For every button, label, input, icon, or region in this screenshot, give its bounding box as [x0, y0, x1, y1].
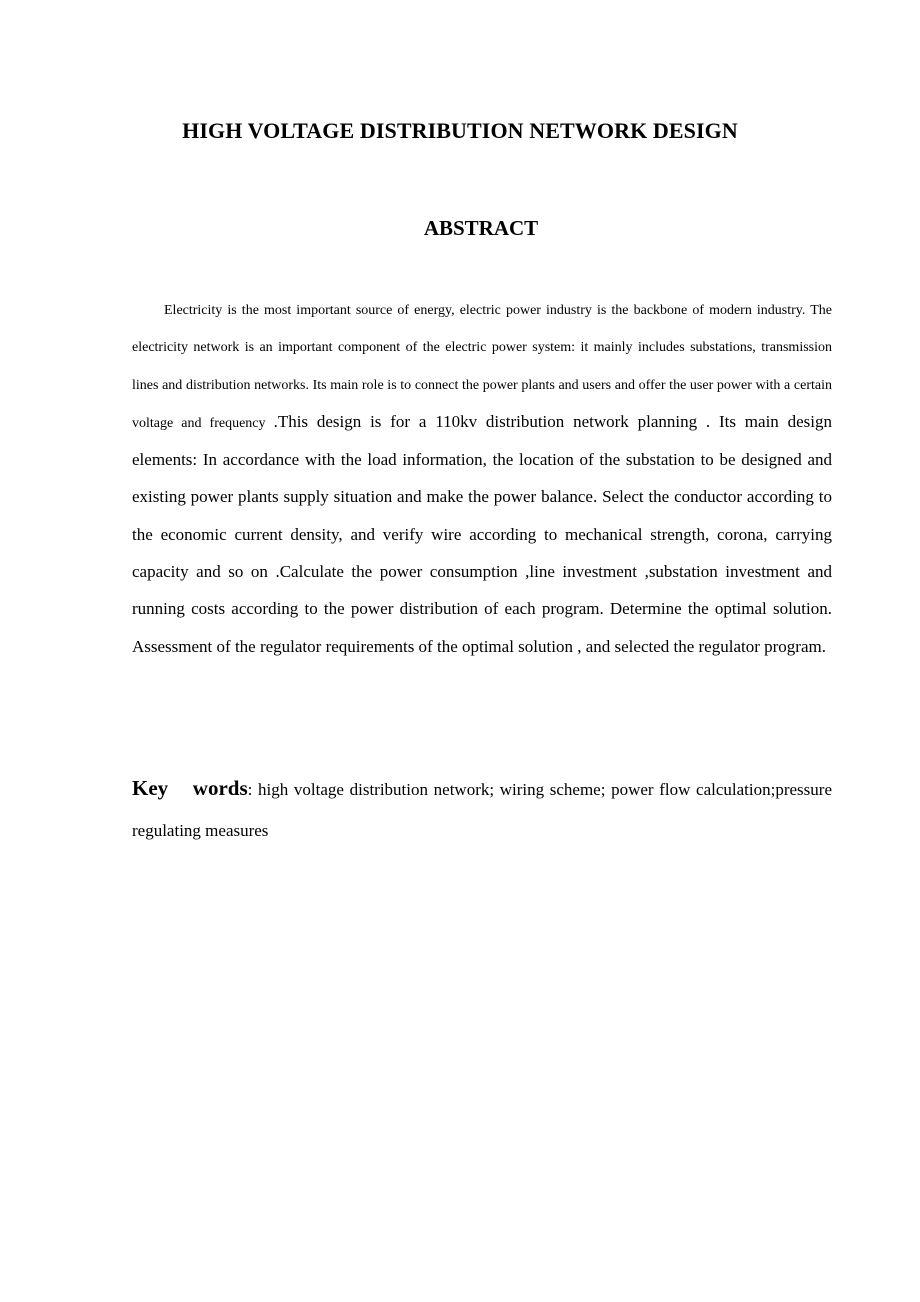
abstract-text-small-content: Electricity is the most important source of energy, electric power industry is the backbone of modern industry. The electricity network is an important component of the electric power system: it mainly includes substations, transmission lines and distribution networks. Its main role is to connect the power plants and users and offer the user power with a certain voltage and frequency	[132, 303, 832, 431]
abstract-heading: ABSTRACT	[423, 216, 539, 240]
document-title: HIGH VOLTAGE DISTRIBUTION NETWORK DESIGN	[182, 118, 738, 143]
keywords-line	[132, 768, 832, 851]
abstract-text-large: .This design is for a 110kv distribution network planning . Its main design elements: In accordance with the load information, the location of the substation to be designed and existing power plants supply situation and make the power balance. Select the conductor according to the economic current density, and verify wire according to mechanical strength, corona, carrying capacity and so on .Calculate the power consumption ,line investment ,substation investment and running costs according to the power distribution of each program. Determine the optimal solution. Assessment of the regulator requirements of the optimal solution , and selected the regulator program.	[132, 411, 832, 656]
keywords-label: Key words	[132, 776, 248, 800]
abstract-paragraph	[132, 292, 832, 666]
keywords-text: high voltage distribution network; wiring scheme; power flow calculation;pressure regulating measures	[132, 780, 832, 840]
keywords-separator: :	[247, 780, 253, 799]
